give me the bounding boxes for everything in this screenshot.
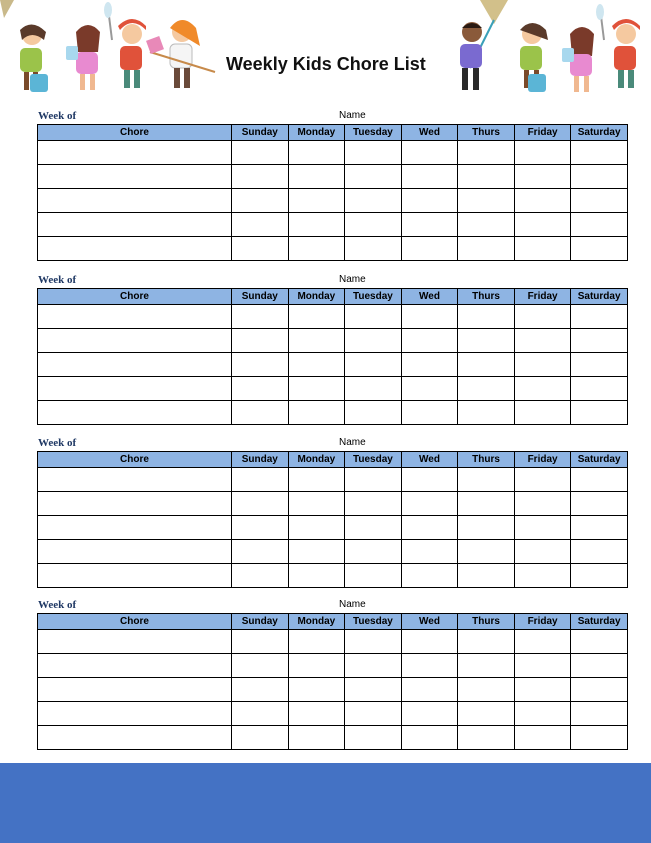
table-row bbox=[38, 492, 628, 516]
column-header-chore: Chore bbox=[38, 289, 232, 305]
day-cell[interactable] bbox=[288, 630, 345, 654]
day-cell[interactable] bbox=[232, 564, 289, 588]
day-cell[interactable] bbox=[458, 726, 515, 750]
table-row bbox=[38, 678, 628, 702]
column-header-saturday: Saturday bbox=[571, 289, 628, 305]
column-header-friday: Friday bbox=[514, 125, 571, 141]
day-cell[interactable] bbox=[571, 377, 628, 401]
column-header-sunday: Sunday bbox=[232, 614, 289, 630]
day-cell[interactable] bbox=[458, 305, 515, 329]
table-row bbox=[38, 654, 628, 678]
day-cell[interactable] bbox=[345, 726, 402, 750]
day-cell[interactable] bbox=[401, 237, 458, 261]
day-cell[interactable] bbox=[232, 630, 289, 654]
day-cell[interactable] bbox=[514, 516, 571, 540]
column-header-sunday: Sunday bbox=[232, 452, 289, 468]
column-header-thurs: Thurs bbox=[458, 289, 515, 305]
column-header-wed: Wed bbox=[401, 125, 458, 141]
table-header-row bbox=[38, 289, 628, 305]
day-cell[interactable] bbox=[514, 353, 571, 377]
day-cell[interactable] bbox=[401, 564, 458, 588]
chore-cell[interactable] bbox=[38, 353, 232, 377]
day-cell[interactable] bbox=[288, 492, 345, 516]
day-cell[interactable] bbox=[401, 468, 458, 492]
day-cell[interactable] bbox=[514, 401, 571, 425]
chore-cell[interactable] bbox=[38, 237, 232, 261]
day-cell[interactable] bbox=[514, 165, 571, 189]
day-cell[interactable] bbox=[514, 654, 571, 678]
chore-cell[interactable] bbox=[38, 329, 232, 353]
day-cell[interactable] bbox=[401, 189, 458, 213]
table-row bbox=[38, 564, 628, 588]
day-cell[interactable] bbox=[514, 702, 571, 726]
table-row bbox=[38, 702, 628, 726]
day-cell[interactable] bbox=[458, 353, 515, 377]
chore-table bbox=[37, 124, 628, 261]
day-cell[interactable] bbox=[514, 726, 571, 750]
day-cell[interactable] bbox=[345, 237, 402, 261]
day-cell[interactable] bbox=[571, 165, 628, 189]
kids-chores-illustration-left bbox=[0, 0, 220, 104]
day-cell[interactable] bbox=[571, 726, 628, 750]
column-header-sunday: Sunday bbox=[232, 125, 289, 141]
day-cell[interactable] bbox=[288, 702, 345, 726]
day-cell[interactable] bbox=[458, 702, 515, 726]
column-header-saturday: Saturday bbox=[571, 452, 628, 468]
column-header-thurs: Thurs bbox=[458, 125, 515, 141]
day-cell[interactable] bbox=[401, 305, 458, 329]
day-cell[interactable] bbox=[401, 654, 458, 678]
day-cell[interactable] bbox=[232, 401, 289, 425]
chore-week-section-3 bbox=[37, 437, 627, 588]
column-header-monday: Monday bbox=[288, 125, 345, 141]
day-cell[interactable] bbox=[345, 468, 402, 492]
table-row bbox=[38, 726, 628, 750]
footer-band bbox=[0, 763, 651, 843]
table-row bbox=[38, 189, 628, 213]
table-row bbox=[38, 468, 628, 492]
day-cell[interactable] bbox=[571, 492, 628, 516]
table-row bbox=[38, 329, 628, 353]
table-header-row bbox=[38, 614, 628, 630]
day-cell[interactable] bbox=[571, 468, 628, 492]
day-cell[interactable] bbox=[345, 189, 402, 213]
day-cell[interactable] bbox=[571, 141, 628, 165]
day-cell[interactable] bbox=[232, 678, 289, 702]
day-cell[interactable] bbox=[571, 237, 628, 261]
name-label: Name bbox=[339, 274, 366, 285]
day-cell[interactable] bbox=[345, 702, 402, 726]
day-cell[interactable] bbox=[571, 654, 628, 678]
day-cell[interactable] bbox=[232, 468, 289, 492]
day-cell[interactable] bbox=[571, 189, 628, 213]
day-cell[interactable] bbox=[401, 516, 458, 540]
day-cell[interactable] bbox=[401, 630, 458, 654]
day-cell[interactable] bbox=[514, 468, 571, 492]
chore-cell[interactable] bbox=[38, 564, 232, 588]
day-cell[interactable] bbox=[571, 401, 628, 425]
day-cell[interactable] bbox=[345, 516, 402, 540]
day-cell[interactable] bbox=[288, 305, 345, 329]
table-header-row bbox=[38, 452, 628, 468]
chore-cell[interactable] bbox=[38, 305, 232, 329]
chore-week-section-1 bbox=[37, 110, 627, 261]
day-cell[interactable] bbox=[458, 237, 515, 261]
day-cell[interactable] bbox=[571, 353, 628, 377]
day-cell[interactable] bbox=[514, 540, 571, 564]
day-cell[interactable] bbox=[458, 401, 515, 425]
day-cell[interactable] bbox=[288, 189, 345, 213]
week-of-label: Week of bbox=[38, 110, 77, 122]
name-label: Name bbox=[339, 599, 366, 610]
kids-chores-illustration-right bbox=[440, 0, 651, 104]
day-cell[interactable] bbox=[232, 189, 289, 213]
day-cell[interactable] bbox=[288, 678, 345, 702]
day-cell[interactable] bbox=[514, 141, 571, 165]
day-cell[interactable] bbox=[232, 492, 289, 516]
day-cell[interactable] bbox=[571, 516, 628, 540]
day-cell[interactable] bbox=[458, 165, 515, 189]
column-header-chore: Chore bbox=[38, 125, 232, 141]
column-header-tuesday: Tuesday bbox=[345, 289, 402, 305]
week-of-label: Week of bbox=[38, 599, 77, 611]
day-cell[interactable] bbox=[401, 492, 458, 516]
chore-cell[interactable] bbox=[38, 165, 232, 189]
day-cell[interactable] bbox=[232, 213, 289, 237]
day-cell[interactable] bbox=[345, 305, 402, 329]
day-cell[interactable] bbox=[288, 401, 345, 425]
table-row bbox=[38, 213, 628, 237]
day-cell[interactable] bbox=[345, 564, 402, 588]
column-header-friday: Friday bbox=[514, 289, 571, 305]
column-header-thurs: Thurs bbox=[458, 614, 515, 630]
day-cell[interactable] bbox=[458, 141, 515, 165]
column-header-thurs: Thurs bbox=[458, 452, 515, 468]
column-header-saturday: Saturday bbox=[571, 614, 628, 630]
chore-cell[interactable] bbox=[38, 492, 232, 516]
column-header-tuesday: Tuesday bbox=[345, 452, 402, 468]
day-cell[interactable] bbox=[232, 329, 289, 353]
day-cell[interactable] bbox=[232, 237, 289, 261]
column-header-monday: Monday bbox=[288, 289, 345, 305]
day-cell[interactable] bbox=[345, 630, 402, 654]
table-row bbox=[38, 516, 628, 540]
day-cell[interactable] bbox=[571, 329, 628, 353]
day-cell[interactable] bbox=[232, 141, 289, 165]
day-cell[interactable] bbox=[458, 678, 515, 702]
day-cell[interactable] bbox=[232, 726, 289, 750]
table-row bbox=[38, 305, 628, 329]
column-header-wed: Wed bbox=[401, 452, 458, 468]
day-cell[interactable] bbox=[401, 401, 458, 425]
day-cell[interactable] bbox=[458, 189, 515, 213]
chore-cell[interactable] bbox=[38, 213, 232, 237]
day-cell[interactable] bbox=[288, 237, 345, 261]
chore-table bbox=[37, 288, 628, 425]
day-cell[interactable] bbox=[401, 165, 458, 189]
chore-cell[interactable] bbox=[38, 189, 232, 213]
day-cell[interactable] bbox=[458, 564, 515, 588]
page-header bbox=[0, 0, 651, 108]
chore-week-section-4 bbox=[37, 599, 627, 750]
day-cell[interactable] bbox=[401, 213, 458, 237]
day-cell[interactable] bbox=[345, 377, 402, 401]
day-cell[interactable] bbox=[458, 329, 515, 353]
column-header-wed: Wed bbox=[401, 614, 458, 630]
day-cell[interactable] bbox=[514, 305, 571, 329]
name-label: Name bbox=[339, 437, 366, 448]
day-cell[interactable] bbox=[401, 353, 458, 377]
chore-cell[interactable] bbox=[38, 702, 232, 726]
day-cell[interactable] bbox=[345, 141, 402, 165]
day-cell[interactable] bbox=[514, 377, 571, 401]
column-header-friday: Friday bbox=[514, 452, 571, 468]
day-cell[interactable] bbox=[345, 654, 402, 678]
chore-cell[interactable] bbox=[38, 516, 232, 540]
column-header-sunday: Sunday bbox=[232, 289, 289, 305]
day-cell[interactable] bbox=[401, 678, 458, 702]
day-cell[interactable] bbox=[288, 516, 345, 540]
week-of-label: Week of bbox=[38, 437, 77, 449]
column-header-tuesday: Tuesday bbox=[345, 614, 402, 630]
name-label: Name bbox=[339, 110, 366, 121]
day-cell[interactable] bbox=[401, 702, 458, 726]
day-cell[interactable] bbox=[232, 165, 289, 189]
table-row bbox=[38, 401, 628, 425]
day-cell[interactable] bbox=[232, 702, 289, 726]
day-cell[interactable] bbox=[232, 540, 289, 564]
column-header-monday: Monday bbox=[288, 614, 345, 630]
day-cell[interactable] bbox=[571, 678, 628, 702]
chore-cell[interactable] bbox=[38, 401, 232, 425]
page-title: Weekly Kids Chore List bbox=[226, 54, 426, 74]
week-of-label: Week of bbox=[38, 274, 77, 286]
column-header-chore: Chore bbox=[38, 614, 232, 630]
day-cell[interactable] bbox=[571, 564, 628, 588]
day-cell[interactable] bbox=[571, 540, 628, 564]
day-cell[interactable] bbox=[514, 237, 571, 261]
day-cell[interactable] bbox=[571, 630, 628, 654]
chore-cell[interactable] bbox=[38, 726, 232, 750]
day-cell[interactable] bbox=[345, 329, 402, 353]
column-header-tuesday: Tuesday bbox=[345, 125, 402, 141]
day-cell[interactable] bbox=[514, 213, 571, 237]
day-cell[interactable] bbox=[345, 492, 402, 516]
day-cell[interactable] bbox=[288, 726, 345, 750]
table-row bbox=[38, 540, 628, 564]
day-cell[interactable] bbox=[288, 377, 345, 401]
day-cell[interactable] bbox=[232, 305, 289, 329]
chore-week-section-2 bbox=[37, 274, 627, 425]
day-cell[interactable] bbox=[345, 678, 402, 702]
day-cell[interactable] bbox=[401, 726, 458, 750]
day-cell[interactable] bbox=[401, 540, 458, 564]
chore-cell[interactable] bbox=[38, 654, 232, 678]
day-cell[interactable] bbox=[345, 401, 402, 425]
day-cell[interactable] bbox=[345, 353, 402, 377]
column-header-friday: Friday bbox=[514, 614, 571, 630]
day-cell[interactable] bbox=[514, 678, 571, 702]
day-cell[interactable] bbox=[458, 516, 515, 540]
chore-cell[interactable] bbox=[38, 678, 232, 702]
day-cell[interactable] bbox=[514, 329, 571, 353]
chore-cell[interactable] bbox=[38, 377, 232, 401]
day-cell[interactable] bbox=[571, 305, 628, 329]
day-cell[interactable] bbox=[401, 141, 458, 165]
table-row bbox=[38, 165, 628, 189]
chore-cell[interactable] bbox=[38, 141, 232, 165]
day-cell[interactable] bbox=[458, 468, 515, 492]
chore-cell[interactable] bbox=[38, 630, 232, 654]
table-row bbox=[38, 141, 628, 165]
column-header-monday: Monday bbox=[288, 452, 345, 468]
day-cell[interactable] bbox=[288, 141, 345, 165]
day-cell[interactable] bbox=[458, 213, 515, 237]
chore-table bbox=[37, 613, 628, 750]
chore-cell[interactable] bbox=[38, 540, 232, 564]
chore-table bbox=[37, 451, 628, 588]
day-cell[interactable] bbox=[571, 702, 628, 726]
table-row bbox=[38, 353, 628, 377]
day-cell[interactable] bbox=[514, 630, 571, 654]
table-row bbox=[38, 237, 628, 261]
day-cell[interactable] bbox=[232, 516, 289, 540]
day-cell[interactable] bbox=[458, 540, 515, 564]
table-row bbox=[38, 377, 628, 401]
chore-cell[interactable] bbox=[38, 468, 232, 492]
day-cell[interactable] bbox=[232, 377, 289, 401]
day-cell[interactable] bbox=[401, 329, 458, 353]
day-cell[interactable] bbox=[458, 377, 515, 401]
day-cell[interactable] bbox=[345, 213, 402, 237]
day-cell[interactable] bbox=[288, 564, 345, 588]
day-cell[interactable] bbox=[288, 353, 345, 377]
day-cell[interactable] bbox=[232, 654, 289, 678]
day-cell[interactable] bbox=[288, 329, 345, 353]
column-header-saturday: Saturday bbox=[571, 125, 628, 141]
day-cell[interactable] bbox=[288, 165, 345, 189]
day-cell[interactable] bbox=[232, 353, 289, 377]
day-cell[interactable] bbox=[288, 540, 345, 564]
day-cell[interactable] bbox=[288, 213, 345, 237]
day-cell[interactable] bbox=[345, 540, 402, 564]
day-cell[interactable] bbox=[458, 654, 515, 678]
day-cell[interactable] bbox=[401, 377, 458, 401]
day-cell[interactable] bbox=[571, 213, 628, 237]
table-header-row bbox=[38, 125, 628, 141]
column-header-wed: Wed bbox=[401, 289, 458, 305]
day-cell[interactable] bbox=[514, 564, 571, 588]
day-cell[interactable] bbox=[345, 165, 402, 189]
day-cell[interactable] bbox=[288, 654, 345, 678]
day-cell[interactable] bbox=[288, 468, 345, 492]
column-header-chore: Chore bbox=[38, 452, 232, 468]
day-cell[interactable] bbox=[458, 630, 515, 654]
day-cell[interactable] bbox=[514, 189, 571, 213]
day-cell[interactable] bbox=[514, 492, 571, 516]
table-row bbox=[38, 630, 628, 654]
day-cell[interactable] bbox=[458, 492, 515, 516]
